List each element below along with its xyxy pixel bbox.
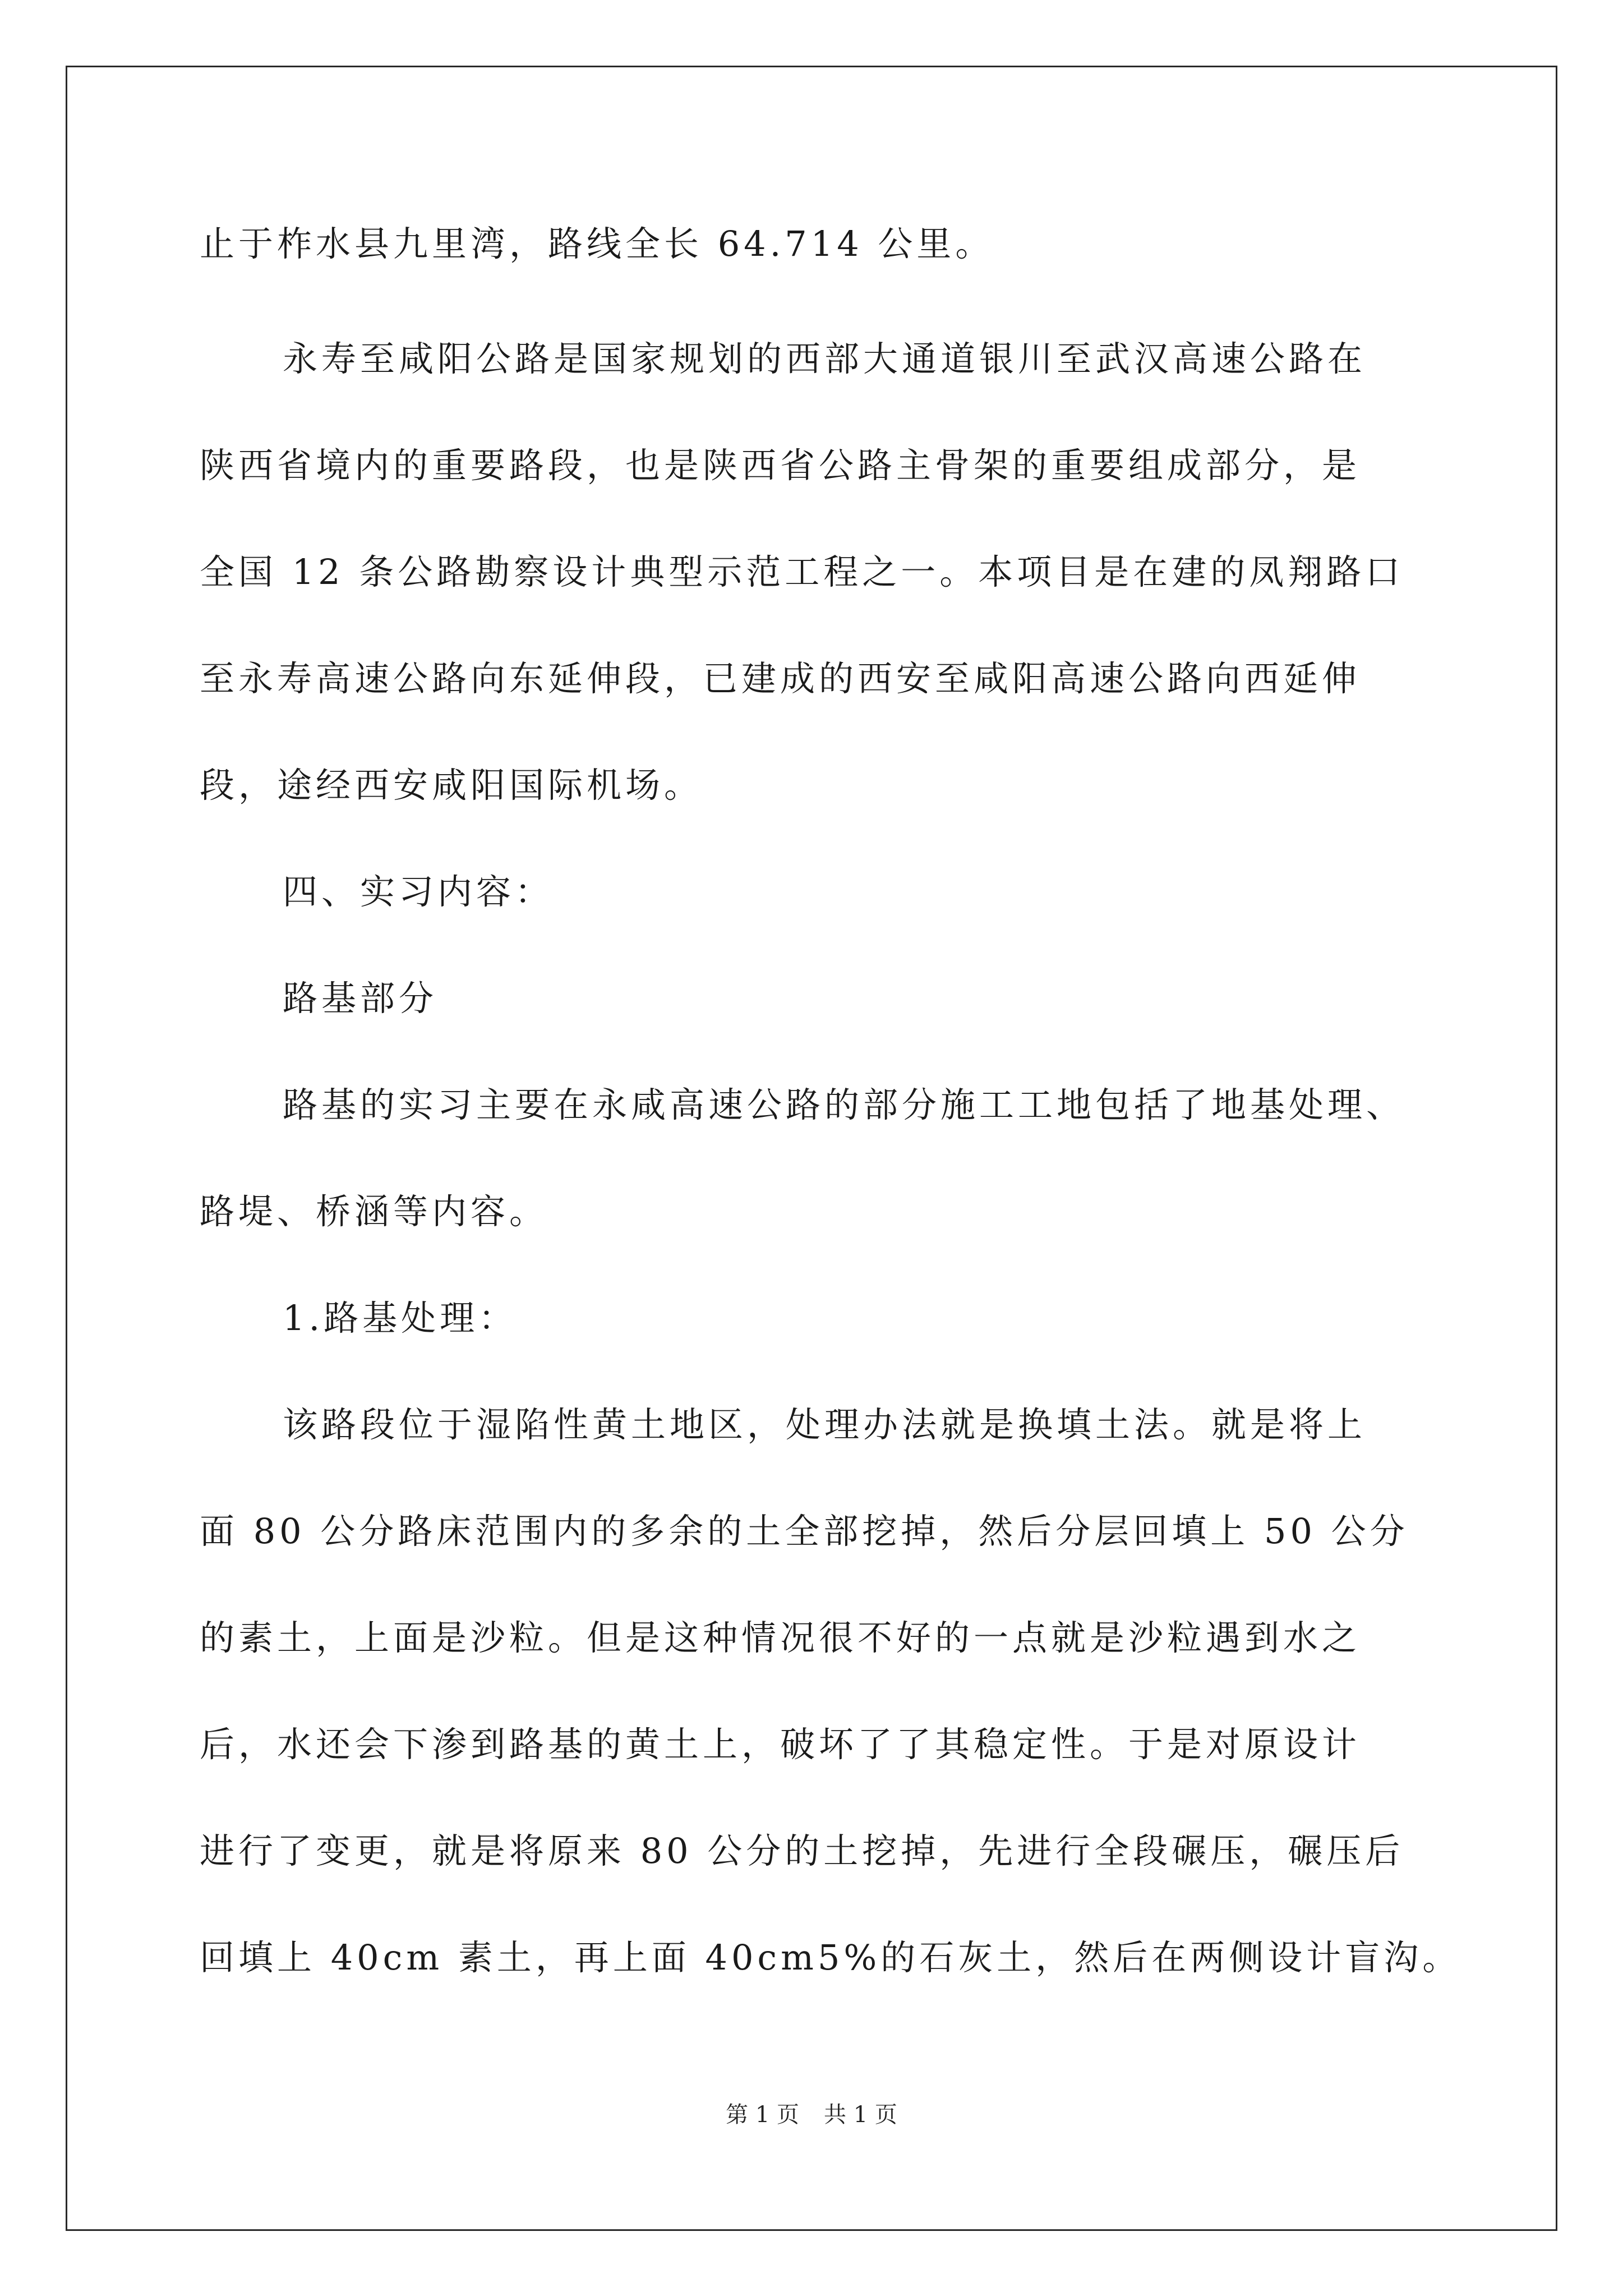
subsection-heading: 路基部分 [283, 978, 438, 1019]
text-line: 的素土，上面是沙粒。但是这种情况很不好的一点就是沙粒遇到水之 [200, 1617, 1361, 1658]
text-line: 进行了变更，就是将原来 80 公分的土挖掉，先进行全段碾压，碾压后 [200, 1830, 1404, 1871]
text-line: 陕西省境内的重要路段，也是陕西省公路主骨架的重要组成部分，是 [200, 445, 1361, 486]
page-number: 第 1 页 [726, 2102, 799, 2128]
text-line: 面 80 公分路床范围内的多余的土全部挖掉，然后分层回填上 50 公分 [200, 1511, 1409, 1552]
text-line: 路堤、桥涵等内容。 [200, 1191, 548, 1232]
page-total: 共 1 页 [824, 2102, 897, 2128]
text-line: 至永寿高速公路向东延伸段，已建成的西安至咸阳高速公路向西延伸 [200, 658, 1361, 699]
page-footer [0, 2098, 1623, 2132]
document-body [200, 0, 1461, 1978]
text-line: 回填上 40cm 素土，再上面 40cm5%的石灰土，然后在两侧设计盲沟。 [200, 1937, 1461, 1978]
paragraph-start: 永寿至咸阳公路是国家规划的西部大通道银川至武汉高速公路在 [283, 338, 1367, 379]
section-heading: 四、实习内容： [283, 871, 554, 912]
text-line: 止于柞水县九里湾，路线全长 64.714 公里。 [200, 223, 994, 264]
text-line: 段，途经西安咸阳国际机场。 [200, 765, 703, 806]
text-line: 后，水还会下渗到路基的黄土上，破坏了了其稳定性。于是对原设计 [200, 1724, 1361, 1765]
paragraph-start: 该路段位于湿陷性黄土地区，处理办法就是换填土法。就是将上 [283, 1404, 1367, 1445]
numbered-heading: 1.路基处理： [283, 1297, 518, 1338]
text-line: 全国 12 条公路勘察设计典型示范工程之一。本项目是在建的凤翔路口 [200, 551, 1404, 592]
paragraph-start: 路基的实习主要在永咸高速公路的部分施工工地包括了地基处理、 [283, 1084, 1405, 1125]
